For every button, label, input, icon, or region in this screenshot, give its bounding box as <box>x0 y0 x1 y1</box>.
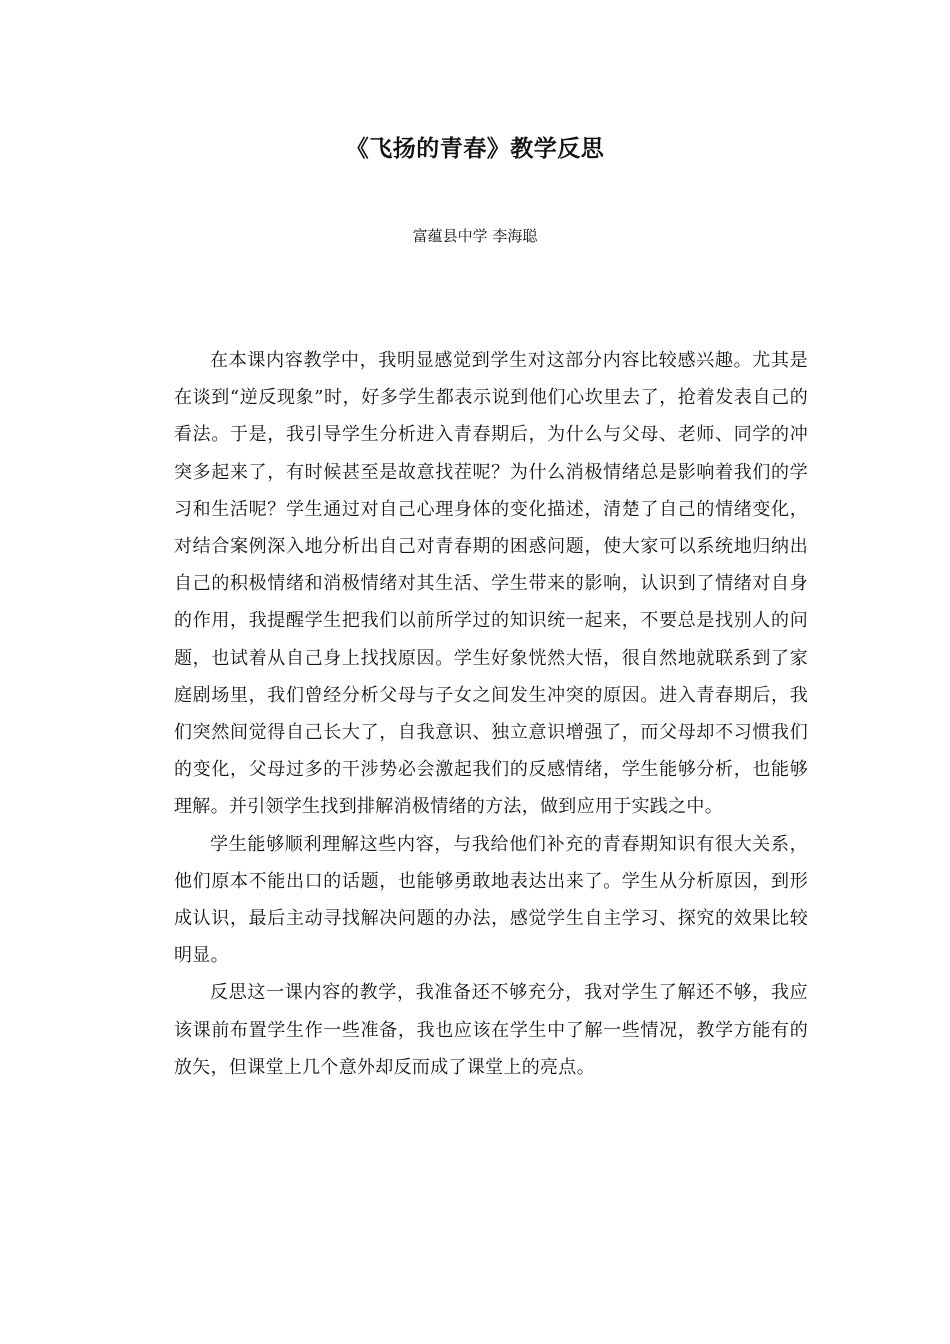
document-author: 富蕴县中学 李海聪 <box>412 227 538 245</box>
body-paragraph: 学生能够顺利理解这些内容，与我给他们补充的青春期知识有很大关系，他们原本不能出口的话题，也能够勇敢地表达出来了。学生从分析原因，到形成认识，最后主动寻找解决问题的办法，感觉学生自主学习、探究的效果比较明显。 <box>174 833 808 967</box>
body-paragraph: 反思这一课内容的教学，我准备还不够充分，我对学生了解还不够，我应该课前布置学生作一些准备，我也应该在学生中了解一些情况，教学方能有的放矢，但课堂上几个意外却反而成了课堂上的亮点。 <box>174 982 808 1078</box>
body-paragraph: 在本课内容教学中，我明显感觉到学生对这部分内容比较感兴趣。尤其是在谈到“逆反现象”时，好多学生都表示说到他们心坎里去了，抢着发表自己的看法。于是，我引导学生分析进入青春期后，为什么与父母、老师、同学的冲突多起来了，有时候甚至是故意找茬呢？为什么消极情绪总是影响着我们的学习和生活呢？学生通过对自己心理身体的变化描述，清楚了自己的情绪变化，对结合案例深入地分析出自己对青春期的困惑问题，使大家可以系统地归纳出自己的积极情绪和消极情绪对其生活、学生带来的影响，认识到了情绪对自身的作用，我提醒学生把我们以前所学过的知识统一起来，不要总是找别人的问题，也试着从自己身上找找原因。学生好象恍然大悟，很自然地就联系到了家庭剧场里，我们曾经分析父母与子女之间发生冲突的原因。进入青春期后，我们突然间觉得自己长大了，自我意识、独立意识增强了，而父母却不习惯我们的变化，父母过多的干涉势必会激起我们的反感情绪，学生能够分析，也能够理解。并引领学生找到排解消极情绪的方法，做到应用于实践之中。 <box>174 350 808 818</box>
document-body <box>174 342 808 1086</box>
document-title: 《飞扬的青春》教学反思 <box>345 136 605 162</box>
